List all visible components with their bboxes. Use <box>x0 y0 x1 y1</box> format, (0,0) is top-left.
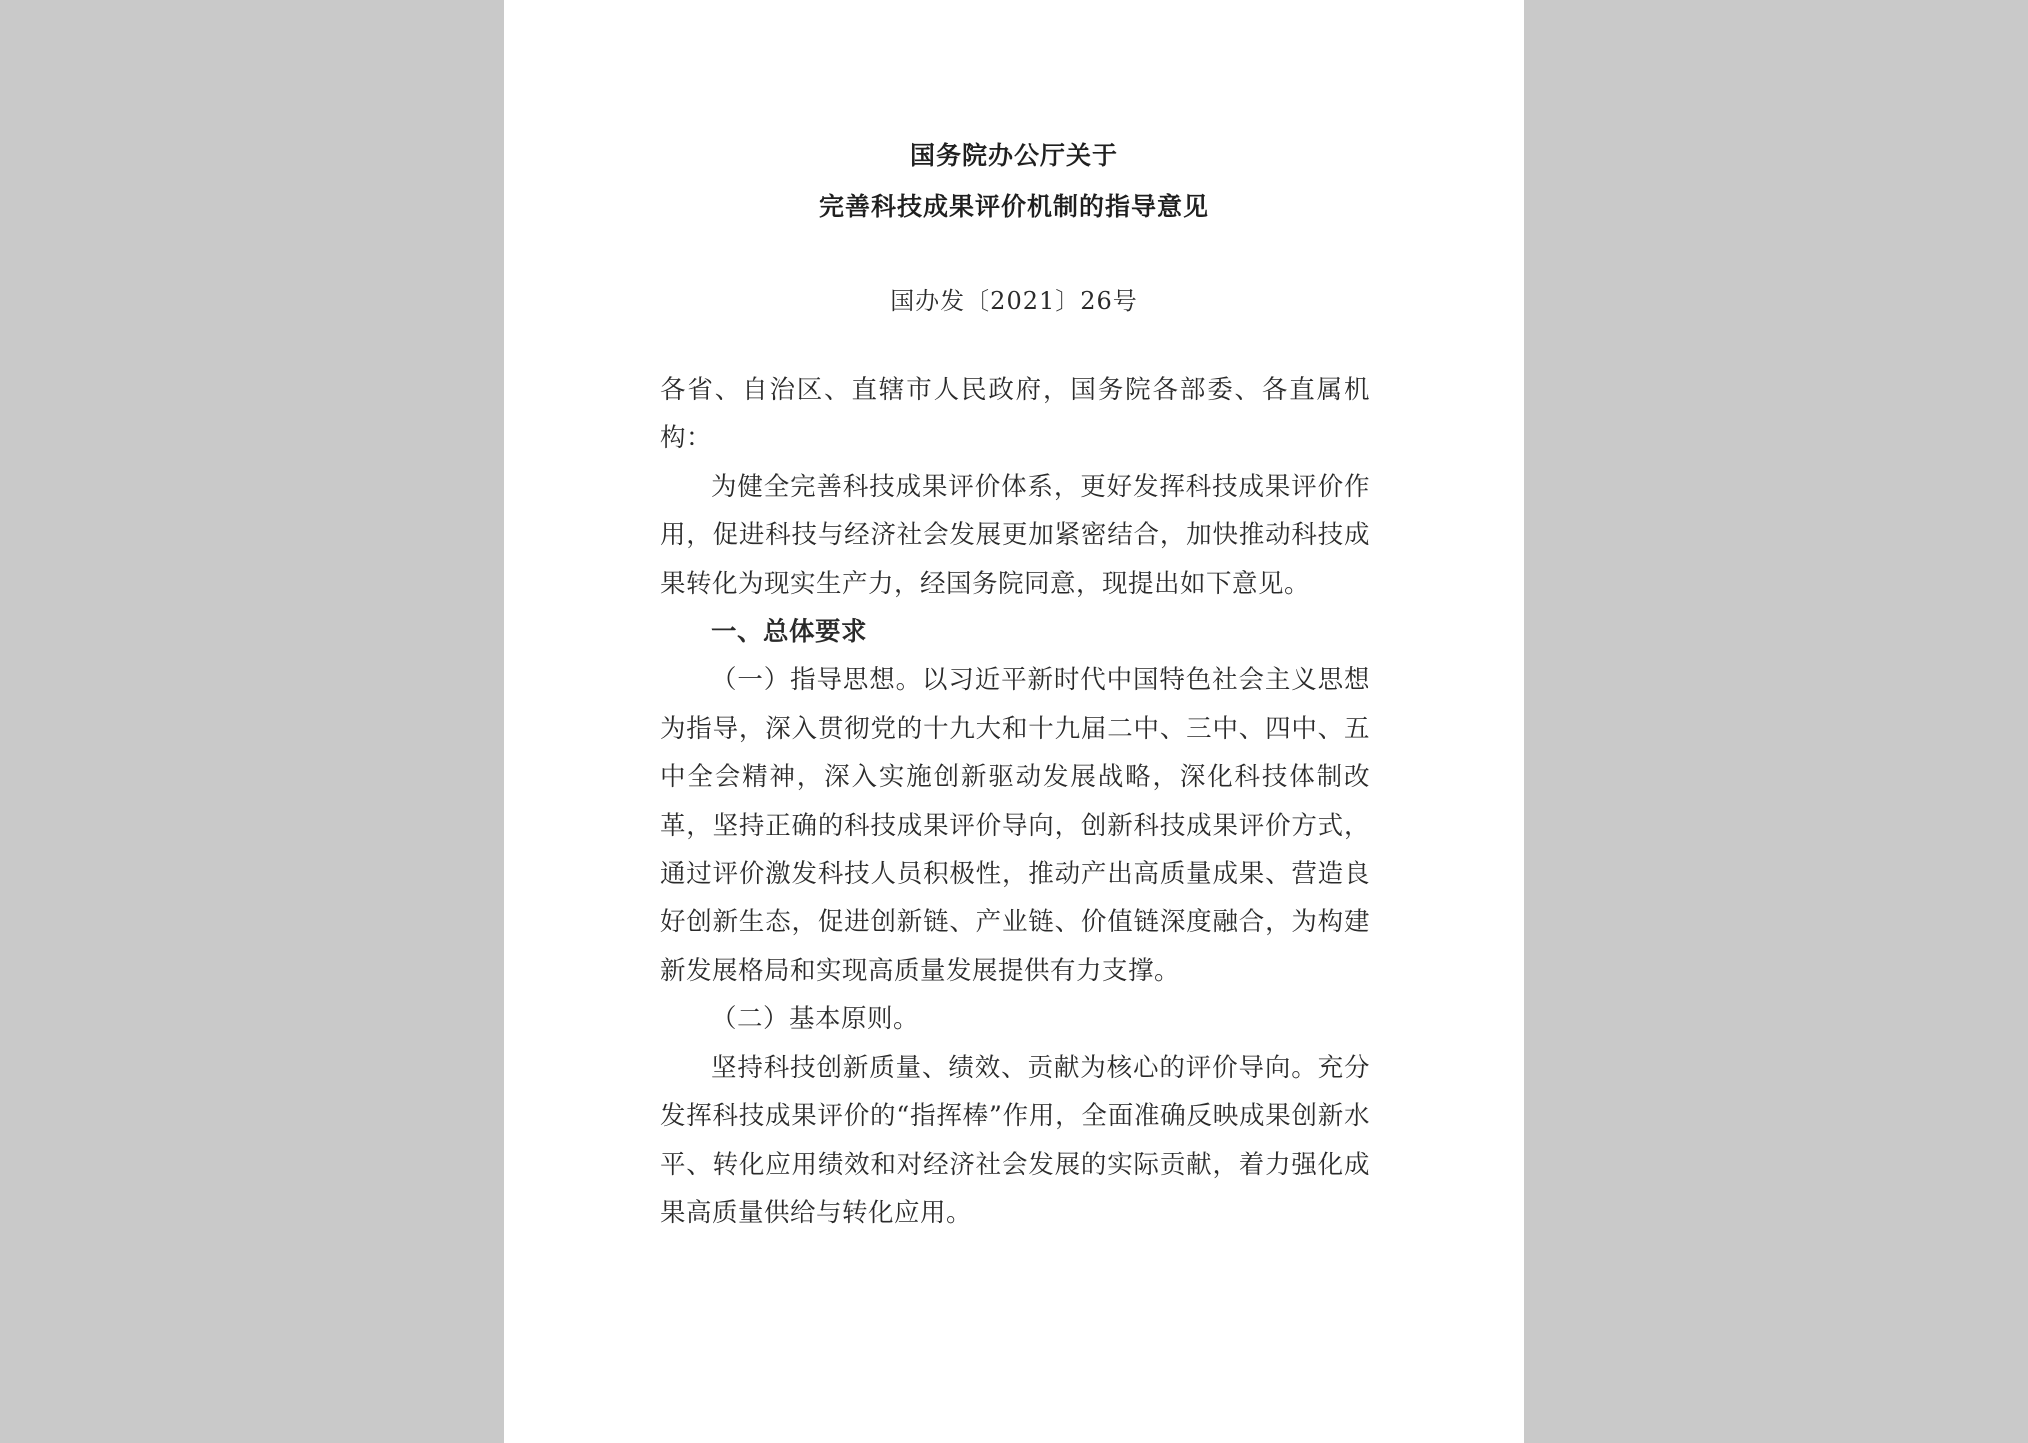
basic-principles-heading: （二）基本原则。 <box>711 1004 920 1035</box>
document-page <box>504 0 1524 1443</box>
document-title-line2: 完善科技成果评价机制的指导意见 <box>818 192 1209 221</box>
addressee: 各省、自治区、直辖市人民政府，国务院各部委、各直属机构： <box>660 375 1370 454</box>
section-heading: 一、总体要求 <box>711 617 868 648</box>
principle-paragraph: 坚持科技创新质量、绩效、贡献为核心的评价导向。充分发挥科技成果评价的“指挥棒”作用，全面准确反映成果创新水平、转化应用绩效和对经济社会发展的实际贡献，着力强化成果高质量供给与转化应用。 <box>660 1052 1370 1228</box>
document-title-line1: 国务院办公厅关于 <box>909 141 1118 170</box>
guiding-thought-paragraph: （一）指导思想。以习近平新时代中国特色社会主义思想为指导，深入贯彻党的十九大和十九届二中、三中、四中、五中全会精神，深入实施创新驱动发展战略，深化科技体制改革，坚持正确的科技成果评价导向，创新科技成果评价方式，通过评价激发科技人员积极性，推动产出高质量成果、营造良好创新生态，促进创新链、产业链、价值链深度融合，为构建新发展格局和实现高质量发展提供有力支撑。 <box>660 665 1370 986</box>
document-number: 国办发〔2021〕26号 <box>890 287 1138 315</box>
intro-paragraph: 为健全完善科技成果评价体系，更好发挥科技成果评价作用，促进科技与经济社会发展更加紧密结合，加快推动科技成果转化为现实生产力，经国务院同意，现提出如下意见。 <box>660 471 1370 599</box>
document-body <box>660 366 1370 1237</box>
